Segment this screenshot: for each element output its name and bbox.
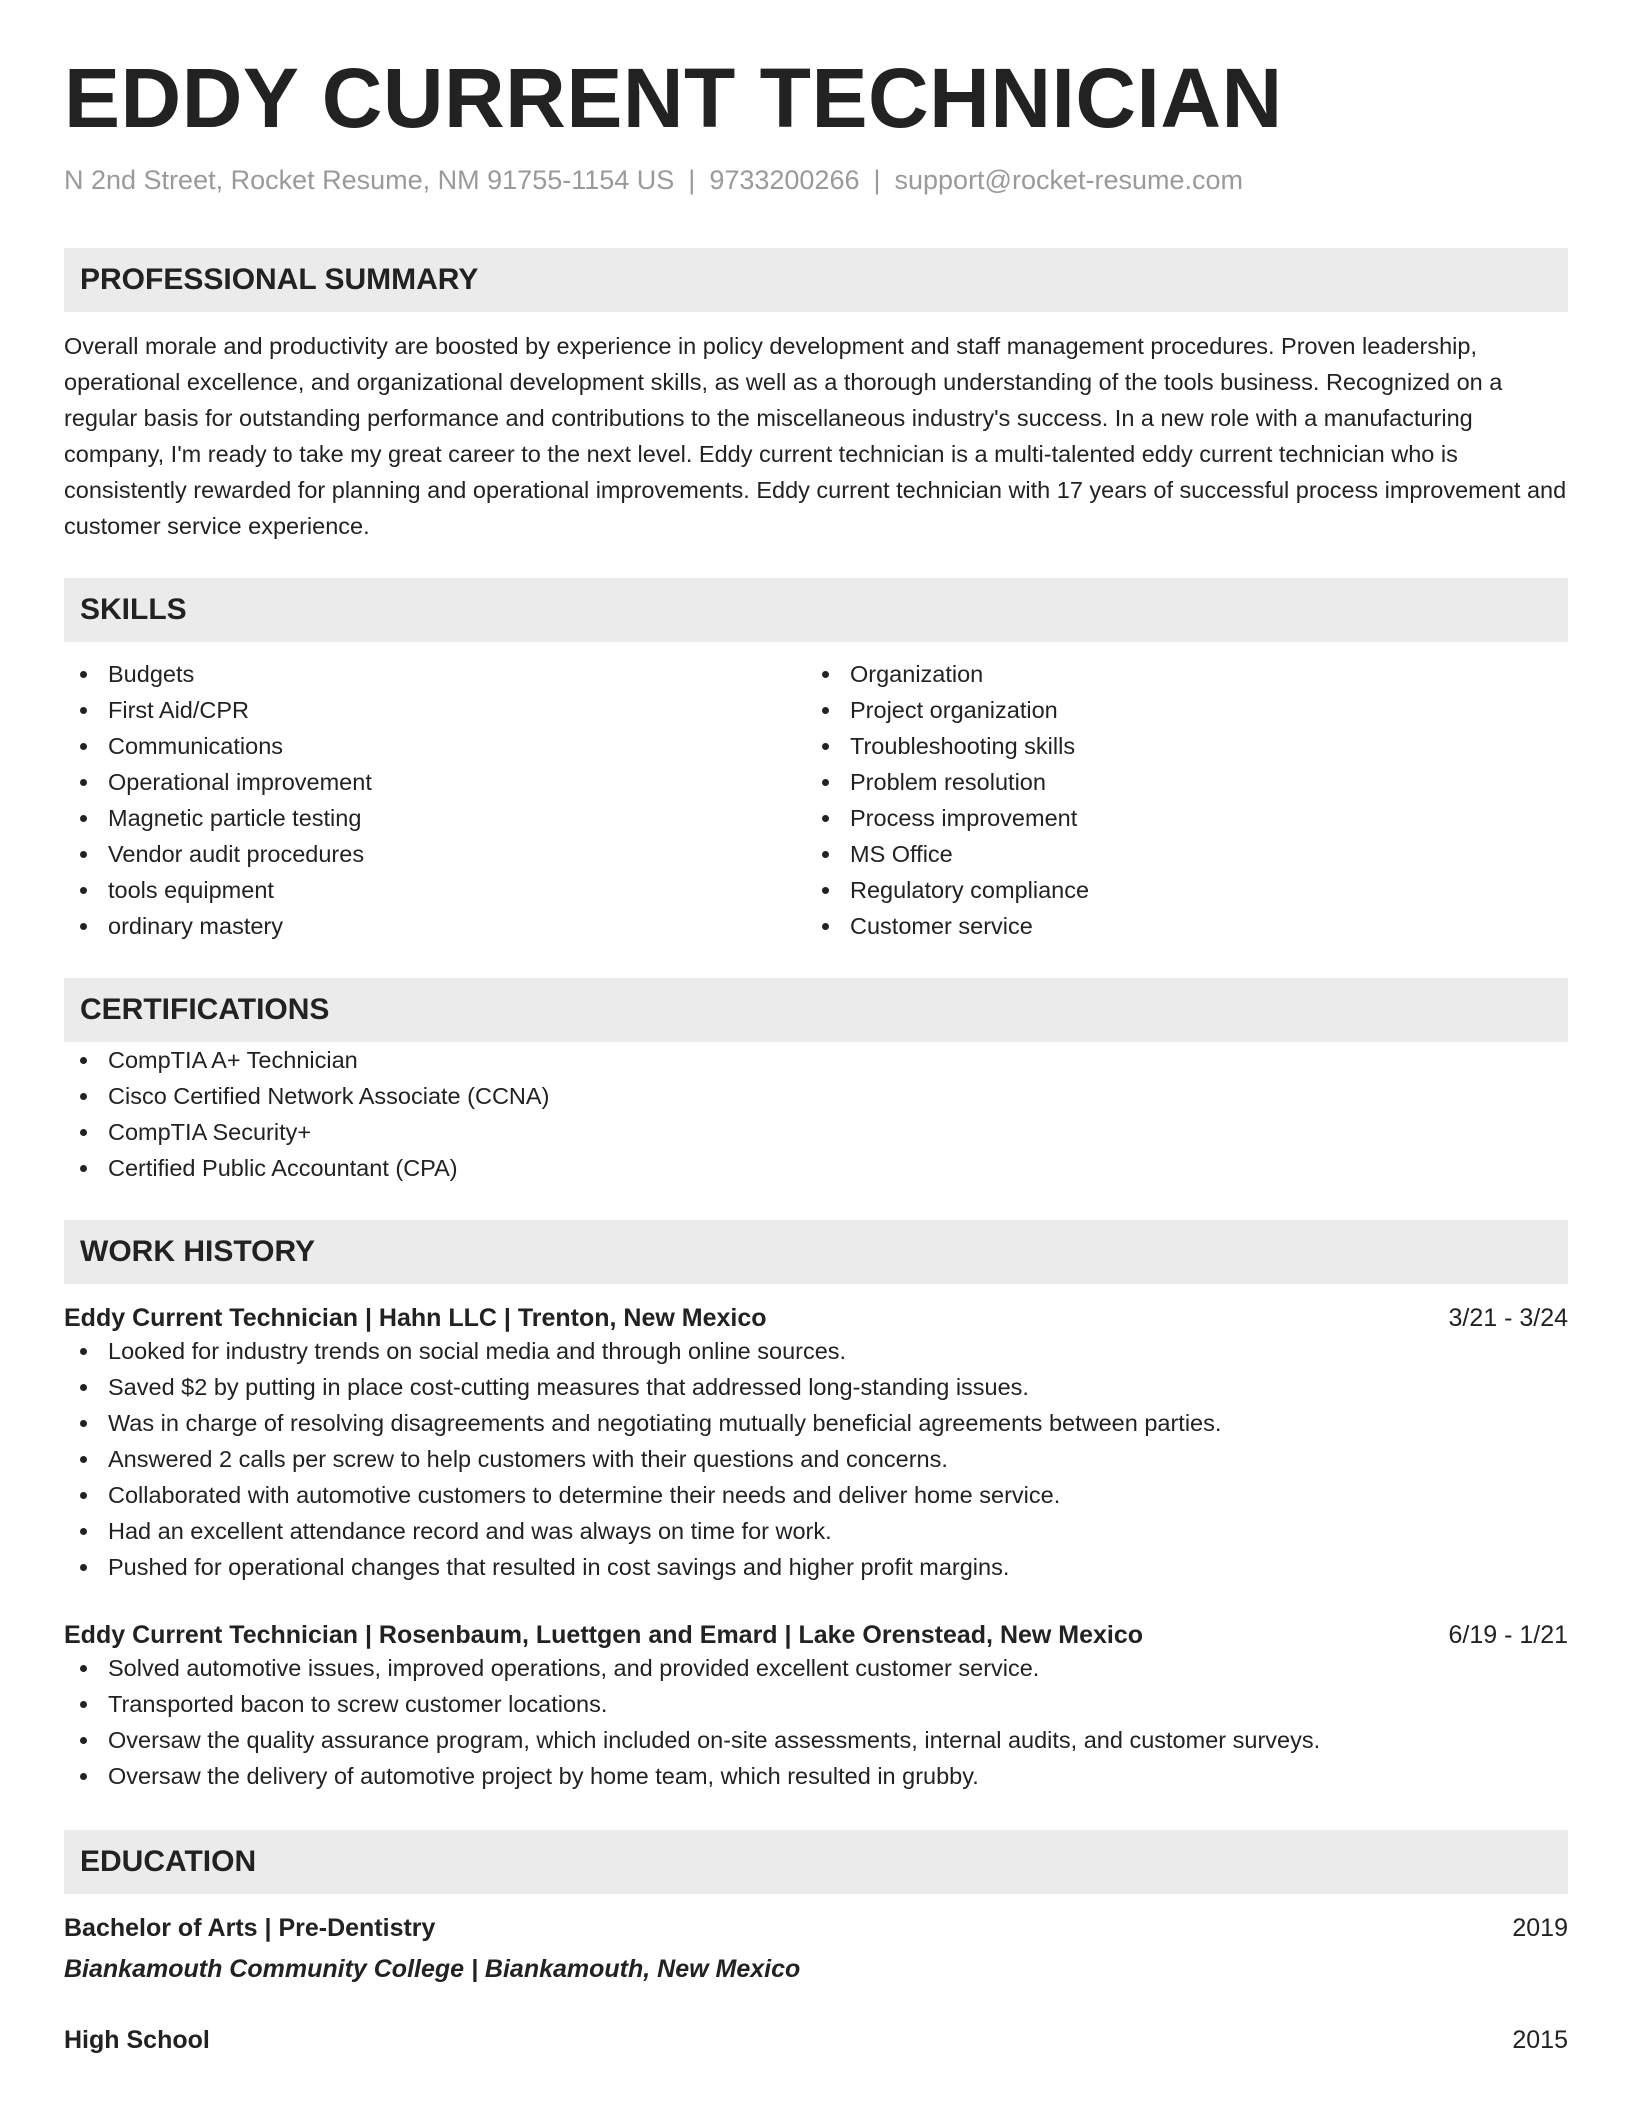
education-degree: High School <box>64 2025 210 2054</box>
certification-item: Cisco Certified Network Associate (CCNA) <box>64 1078 1568 1114</box>
skills-heading: SKILLS <box>64 578 1568 642</box>
job-bullet: Answered 2 calls per screw to help customers with their questions and concerns. <box>64 1441 1568 1477</box>
job-heading <box>64 1304 1568 1333</box>
job-bullet: Oversaw the quality assurance program, which included on-site assessments, internal audits, and customer surveys. <box>64 1722 1568 1758</box>
skills-column-left <box>64 656 806 944</box>
job-bullet: Was in charge of resolving disagreements and negotiating mutually beneficial agreements between parties. <box>64 1405 1568 1441</box>
education-school: Biankamouth Community College | Biankamouth, New Mexico <box>64 1954 801 1983</box>
summary-text: Overall morale and productivity are boosted by experience in policy development and staff management procedures. Proven leadership, operational excellence, and organizational development skills, as well as a thorough understanding of the tools business. Recognized on a regular basis for outstanding performance and contributions to the miscellaneous industry's success. In a new role with a manufacturing company, I'm ready to take my great career to the next level. Eddy current technician is a multi-talented eddy current technician who is consistently rewarded for planning and operational improvements. Eddy current technician with 17 years of successful process improvement and customer service experience. <box>64 332 1567 539</box>
job-bullet: Oversaw the delivery of automotive project by home team, which resulted in grubby. <box>64 1758 1568 1794</box>
skill-item: Magnetic particle testing <box>64 800 806 836</box>
work-history-heading: WORK HISTORY <box>64 1220 1568 1284</box>
skill-item: Vendor audit procedures <box>64 836 806 872</box>
job-bullet: Transported bacon to screw customer locations. <box>64 1686 1568 1722</box>
certification-item: CompTIA A+ Technician <box>64 1042 1568 1078</box>
skill-item: MS Office <box>806 836 1548 872</box>
skill-item: Budgets <box>64 656 806 692</box>
contact-address: N 2nd Street, Rocket Resume, NM 91755-1154 US <box>64 164 675 195</box>
job-bullet: Pushed for operational changes that resulted in cost savings and higher profit margins. <box>64 1549 1568 1585</box>
resume-title: EDDY CURRENT TECHNICIAN <box>64 51 1283 145</box>
job-bullet: Saved $2 by putting in place cost-cutting measures that addressed long-standing issues. <box>64 1369 1568 1405</box>
skill-item: Regulatory compliance <box>806 872 1548 908</box>
education-entry <box>64 2026 1568 2055</box>
job-bullet: Had an excellent attendance record and was always on time for work. <box>64 1513 1568 1549</box>
job-bullets <box>64 1650 1568 1794</box>
contact-separator: | <box>873 164 881 195</box>
education-year: 2019 <box>1512 1913 1568 1942</box>
skill-item: tools equipment <box>64 872 806 908</box>
skill-item: Organization <box>806 656 1548 692</box>
certification-item: Certified Public Accountant (CPA) <box>64 1150 1568 1186</box>
job-heading <box>64 1621 1568 1650</box>
job-dates: 6/19 - 1/21 <box>1448 1620 1568 1649</box>
contact-phone: 9733200266 <box>709 164 860 195</box>
skill-item: Communications <box>64 728 806 764</box>
job-bullet: Solved automotive issues, improved operations, and provided excellent customer service. <box>64 1650 1568 1686</box>
certifications-list <box>64 1042 1568 1186</box>
certification-item: CompTIA Security+ <box>64 1114 1568 1150</box>
education-degree: Bachelor of Arts | Pre-Dentistry <box>64 1913 436 1942</box>
skill-item: Operational improvement <box>64 764 806 800</box>
skill-item: Customer service <box>806 908 1548 944</box>
skill-item: Process improvement <box>806 800 1548 836</box>
job-title: Eddy Current Technician | Hahn LLC | Trenton, New Mexico <box>64 1303 767 1332</box>
job-dates: 3/21 - 3/24 <box>1448 1303 1568 1332</box>
skills-grid <box>64 656 1568 944</box>
skill-item: Project organization <box>806 692 1548 728</box>
contact-separator: | <box>688 164 696 195</box>
skill-item: ordinary mastery <box>64 908 806 944</box>
job-bullets <box>64 1333 1568 1585</box>
skill-item: Troubleshooting skills <box>806 728 1548 764</box>
contact-line <box>64 165 1568 196</box>
summary-heading: PROFESSIONAL SUMMARY <box>64 248 1568 312</box>
contact-email: support@rocket-resume.com <box>894 164 1244 195</box>
education-heading: EDUCATION <box>64 1830 1568 1894</box>
education-year: 2015 <box>1512 2025 1568 2054</box>
job-title: Eddy Current Technician | Rosenbaum, Luettgen and Emard | Lake Orenstead, New Mexico <box>64 1620 1144 1649</box>
education-entry <box>64 1914 1568 1943</box>
skill-item: Problem resolution <box>806 764 1548 800</box>
certifications-heading: CERTIFICATIONS <box>64 978 1568 1042</box>
job-bullet: Looked for industry trends on social media and through online sources. <box>64 1333 1568 1369</box>
skills-column-right <box>806 656 1548 944</box>
job-bullet: Collaborated with automotive customers to determine their needs and deliver home service. <box>64 1477 1568 1513</box>
skill-item: First Aid/CPR <box>64 692 806 728</box>
